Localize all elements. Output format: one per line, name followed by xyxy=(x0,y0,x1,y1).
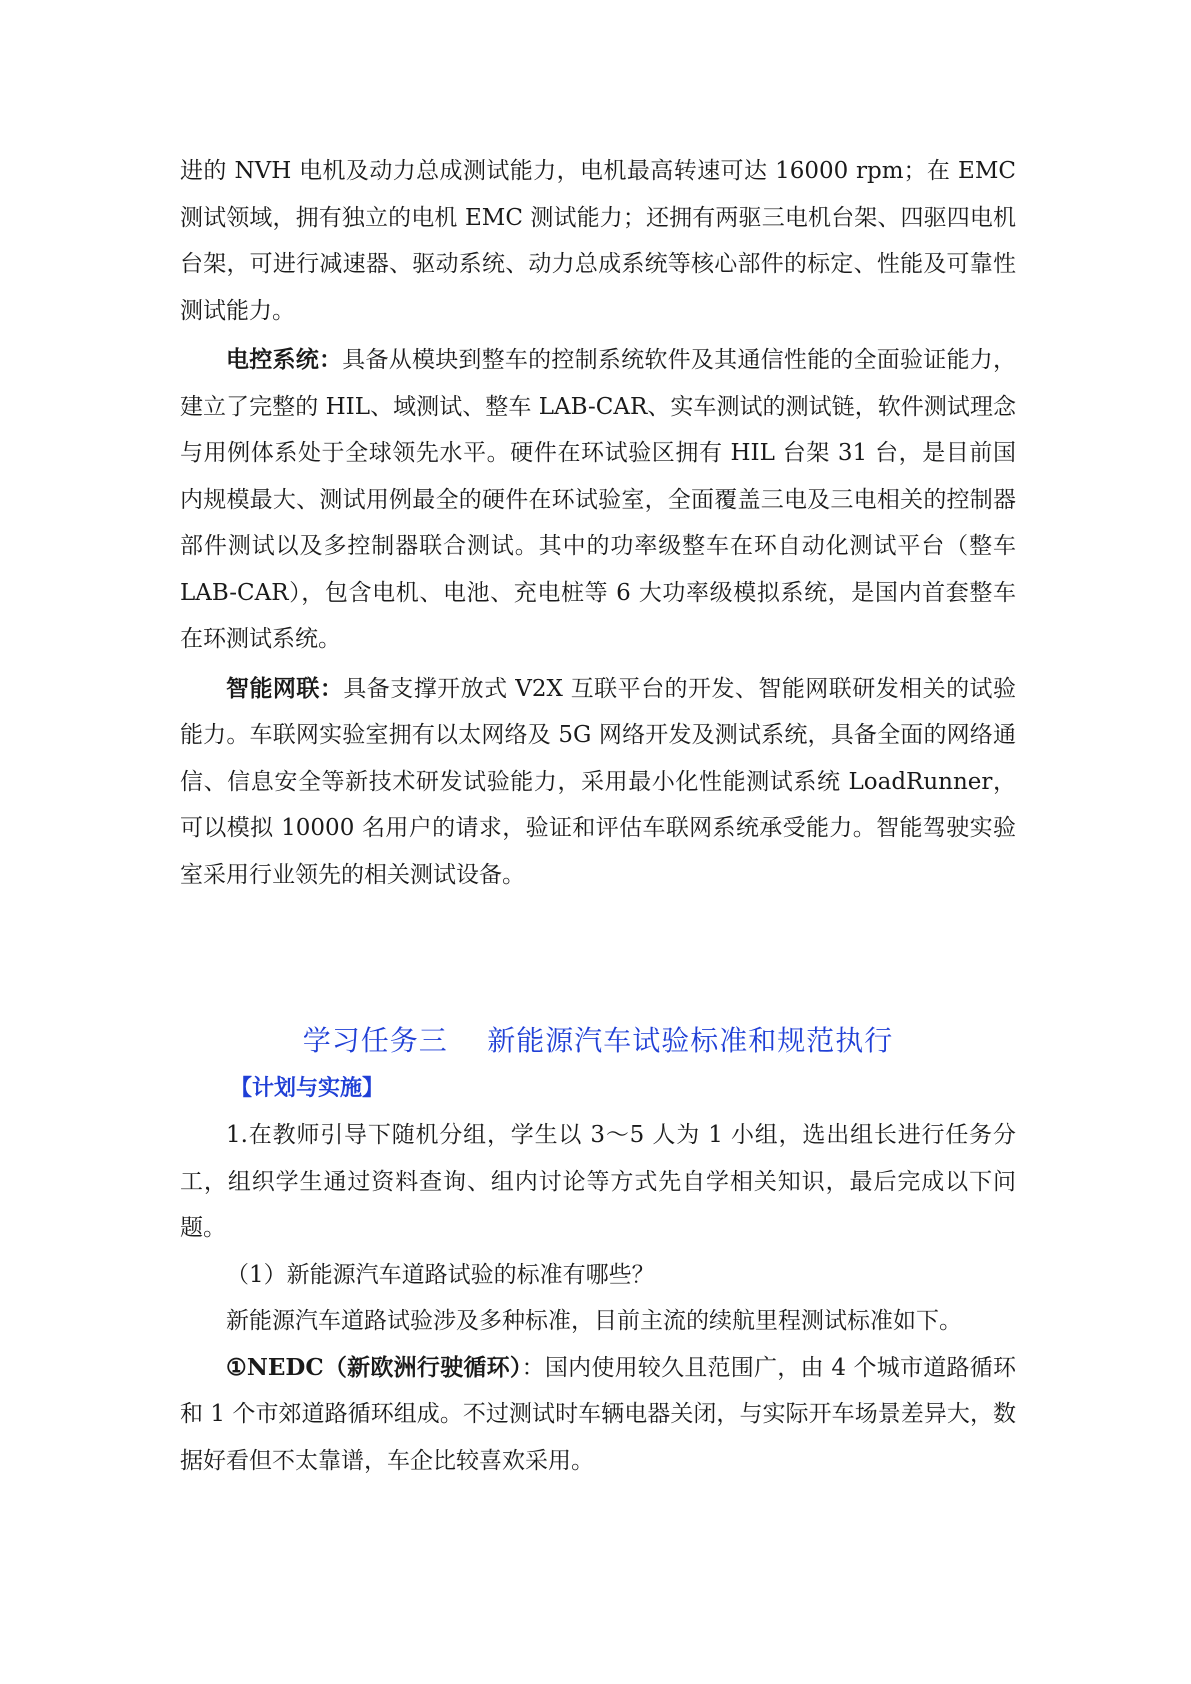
page-content xyxy=(180,148,1016,1484)
paragraph-electronic-control xyxy=(180,337,1016,663)
electronic-control-text: 具备从模块到整车的控制系统软件及其通信性能的全面验证能力，建立了完整的 HIL、域测试、整车 LAB-CAR、实车测试的测试链，软件测试理念与用例体系处于全球领先水平。硬件在环试验区拥有 HIL 台架 31 台，是目前国内规模最大、测试用例最全的硬件在环试验室，全面覆盖三电及三电相关的控制器部件测试以及多控制器联合测试。其中的功率级整车在环自动化测试平台（整车 LAB-CAR），包含电机、电池、充电桩等 6 大功率级模拟系统，是国内首套整车在环测试系统。 xyxy=(180,347,1017,652)
task-item-1: 1.在教师引导下随机分组，学生以 3～5 人为 1 小组，选出组长进行任务分工，组织学生通过资料查询、组内讨论等方式先自学相关知识，最后完成以下问题。 xyxy=(180,1122,1016,1241)
paragraph-intelligent-connected xyxy=(180,666,1016,899)
nedc-text: ：国内使用较久且范围广，由 4 个城市道路循环和 1 个市郊道路循环组成。不过测试时车辆电器关闭，与实际开车场景差异大，数据好看但不太靠谱，车企比较喜欢采用。 xyxy=(180,1354,1016,1474)
section-title: 学习任务三 新能源汽车试验标准和规范执行 xyxy=(302,1024,894,1057)
paragraph-nedc xyxy=(180,1345,1016,1485)
intelligent-connected-text: 具备支撑开放式 V2X 互联平台的开发、智能网联研发相关的试验能力。车联网实验室拥有以太网络及 5G 网络开发及测试系统，具备全面的网络通信、信息安全等新技术研发试验能力，采用最小化性能测试系统 LoadRunner，可以模拟 10000 名用户的请求，验证和评估车联网系统承受能力。智能驾驶实验室采用行业领先的相关测试设备。 xyxy=(180,675,1016,888)
question-1: （1）新能源汽车道路试验的标准有哪些？ xyxy=(226,1261,655,1288)
paragraph-motor-testing: 进的 NVH 电机及动力总成测试能力，电机最高转速可达 16000 rpm；在 EMC 测试领域，拥有独立的电机 EMC 测试能力；还拥有两驱三电机台架、四驱四电机台架，可进行减速器、驱动系统、动力总成系统等核心部件的标定、性能及可靠性测试能力。 xyxy=(180,158,1016,324)
answer-intro: 新能源汽车道路试验涉及多种标准，目前主流的续航里程测试标准如下。 xyxy=(226,1308,962,1334)
electronic-control-label: 电控系统： xyxy=(226,346,343,373)
nedc-label: ①NEDC（新欧洲行驶循环） xyxy=(226,1353,522,1381)
plan-and-implementation-label: 【计划与实施】 xyxy=(230,1076,385,1101)
intelligent-connected-label: 智能网联： xyxy=(226,674,344,702)
